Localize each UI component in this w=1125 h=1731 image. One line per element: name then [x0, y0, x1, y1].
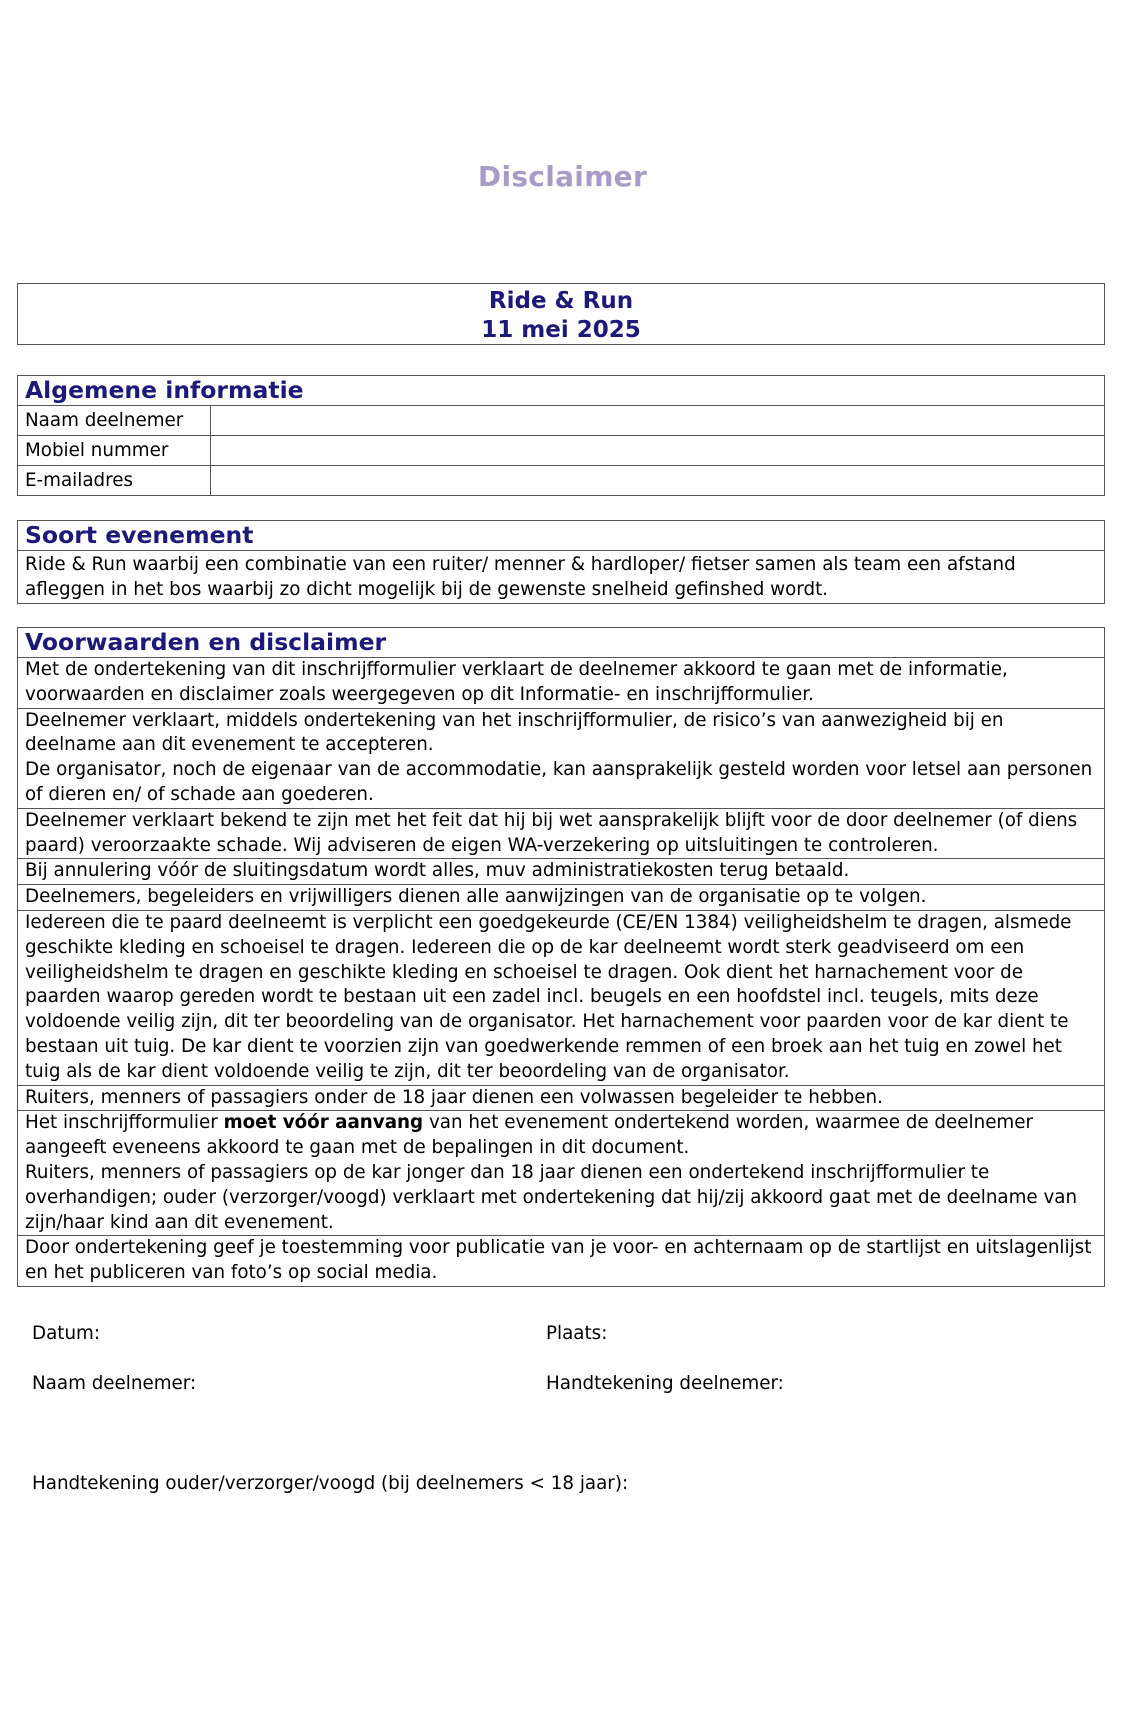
- terms-paragraph: De organisator, noch de eigenaar van de accommodatie, kan aansprakelijk gesteld worden voor letsel aan personen of dieren en/ of schade aan goederen.: [25, 759, 1093, 805]
- participant-signature-label: Handtekening deelnemer:: [546, 1373, 784, 1394]
- participant-name-label: Naam deelnemer:: [32, 1373, 197, 1394]
- terms-text: van het evenement ondertekend worden, waarmee de deelnemer aangeeft eveneens akkoord te gaan met de bepalingen in dit document.: [25, 1112, 1034, 1159]
- terms-row: [18, 1086, 1104, 1112]
- terms-row: [18, 1236, 1104, 1286]
- event-name: Ride & Run: [488, 288, 634, 314]
- terms-paragraph: Met de ondertekening van dit inschrijfformulier verklaart de deelnemer akkoord te gaan met de informatie, voorwaarden en disclaimer zoals weergegeven op dit Informatie- en inschrijfformulier.: [25, 659, 1008, 705]
- email-field[interactable]: [211, 466, 1104, 495]
- terms-paragraph: Deelnemer verklaart bekend te zijn met het feit dat hij bij wet aansprakelijk blijft voor de door deelnemer (of diens paard) veroorzaakte schade. Wij adviseren de eigen WA-verzekering op uitsluitingen te controleren.: [25, 809, 1078, 856]
- participant-name-field[interactable]: [211, 406, 1104, 435]
- terms-paragraph: Deelnemer verklaart, middels ondertekening van het inschrijfformulier, de risico’s van aanwezigheid bij en deelname aan dit evenement te accepteren.: [25, 709, 1004, 756]
- terms-paragraph: Deelnemers, begeleiders en vrijwilligers dienen alle aanwijzingen van de organisatie op te volgen.: [25, 886, 927, 908]
- mobile-number-field[interactable]: [211, 436, 1104, 465]
- terms-row: [18, 658, 1104, 709]
- terms-row: [18, 809, 1104, 860]
- general-info-heading: Algemene informatie: [18, 376, 1104, 406]
- field-row-email: [18, 466, 1104, 495]
- field-label: Mobiel nummer: [18, 436, 211, 465]
- event-type-heading: Soort evenement: [18, 521, 1104, 551]
- terms-paragraph: Ruiters, menners of passagiers onder de 18 jaar dienen een volwassen begeleider te hebben.: [25, 1086, 883, 1108]
- terms-paragraph: Ruiters, menners of passagiers op de kar jonger dan 18 jaar dienen een ondertekend inschrijfformulier te overhandigen; ouder (verzorger/voogd) verklaart met ondertekening dat hij/zij akkoord gaat met de deelname van zijn/haar kind aan dit evenement.: [25, 1161, 1078, 1233]
- terms-paragraph: Iedereen die te paard deelneemt is verplicht een goedgekeurde (CE/EN 1384) veiligheidshelm te dragen, alsmede geschikte kleding en schoeisel te dragen. Iedereen die op de kar deelneemt wordt sterk geadviseerd om een veiligheidshelm te dragen en geschikte kleding en schoeisel te dragen. Ook dient het harnachement voor de paarden waarop gereden wordt te bestaan uit een zadel incl. beugels en een hoofdstel incl. teugels, mits deze voldoende veilig zijn, dit ter beoordeling van de organisator. Het harnachement voor paarden voor de kar dient te bestaan uit tuig. De kar dient te voorzien zijn van goedwerkende remmen of een broek aan het tuig en zowel het tuig als de kar dient voldoende veilig te zijn, dit ter beoordeling van de organisator.: [25, 911, 1072, 1082]
- terms-table: [17, 627, 1105, 1287]
- place-label: Plaats:: [546, 1323, 608, 1344]
- event-type-table: [17, 520, 1105, 604]
- terms-row: [18, 911, 1104, 1086]
- guardian-signature-label: Handtekening ouder/verzorger/voogd (bij deelnemers < 18 jaar):: [32, 1473, 629, 1494]
- terms-text: Het inschrijfformulier: [25, 1112, 224, 1134]
- field-row-name: [18, 406, 1104, 436]
- terms-paragraph: Bij annulering vóór de sluitingsdatum wordt alles, muv administratiekosten terug betaald.: [25, 860, 850, 882]
- terms-row: [18, 1111, 1104, 1236]
- terms-paragraph: [25, 1111, 1097, 1161]
- terms-heading: Voorwaarden en disclaimer: [18, 628, 1104, 658]
- terms-row: [18, 709, 1104, 809]
- terms-emphasis: moet vóór aanvang: [223, 1112, 424, 1134]
- date-label: Datum:: [32, 1323, 101, 1344]
- page-title: Disclaimer: [477, 160, 648, 193]
- event-header: [17, 283, 1105, 345]
- event-type-text: Ride & Run waarbij een combinatie van een ruiter/ menner & hardloper/ fietser samen als team een afstand afleggen in het bos waarbij zo dicht mogelijk bij de gewenste snelheid gefinshed wordt.: [25, 554, 1016, 600]
- field-label: Naam deelnemer: [18, 406, 211, 435]
- event-date: 11 mei 2025: [481, 317, 641, 343]
- field-row-mobile: [18, 436, 1104, 466]
- terms-paragraph: Door ondertekening geef je toestemming voor publicatie van je voor- en achternaam op de startlijst en uitslagenlijst en het publiceren van foto’s op social media.: [25, 1237, 1092, 1284]
- general-info-table: [17, 375, 1105, 496]
- terms-row: [18, 859, 1104, 885]
- terms-row: [18, 885, 1104, 911]
- field-label: E-mailadres: [18, 466, 211, 495]
